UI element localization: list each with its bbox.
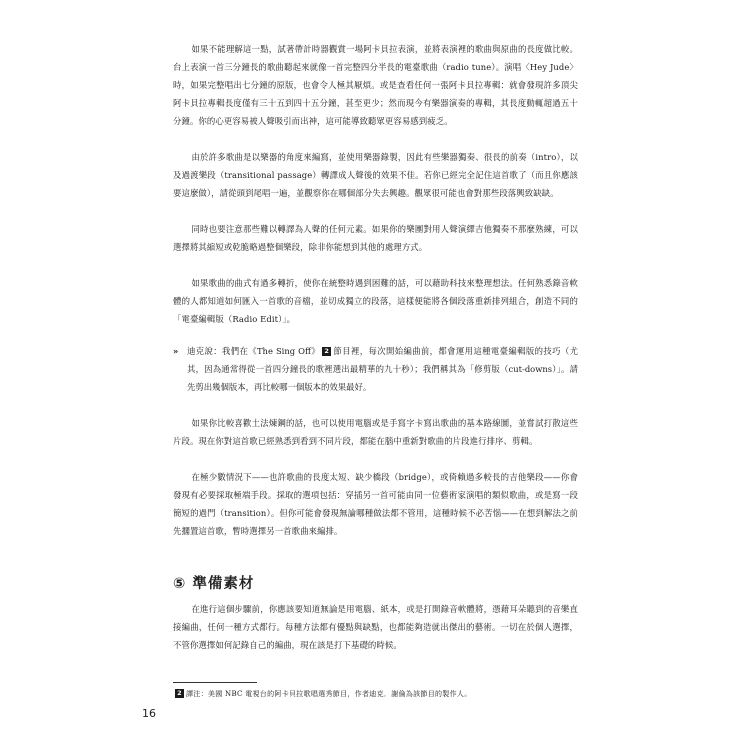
body-paragraph: 同時也要注意那些難以轉譯為人聲的任何元素。如果你的樂團對用人聲演繹吉他獨奏不那麼熟練，可以選擇將其縮短或乾脆略過整個樂段，除非你能想到其他的處理方式。 <box>173 224 578 252</box>
quote-text-start: 迪克說：我們在《The Sing Off》 <box>187 346 321 356</box>
footnote-text: 譯注：美國 NBC 電視台的阿卡貝拉歌唱選秀節目，作者迪克．謝倫為該節目的製作人。 <box>186 690 472 698</box>
body-paragraph: 如果你比較喜歡土法煉鋼的話，也可以使用電腦或是手寫字卡寫出歌曲的基本路線圖，並嘗試打散這些片段。現在你對這首歌已經熟悉到看到不同片段，都能在腦中重新對歌曲的片段進行排序、剪輯。 <box>173 418 578 446</box>
section-heading: ⑤ 準備素材 <box>173 576 255 592</box>
page-number: 16 <box>142 707 156 720</box>
quote-text-end: 節目裡，每次開始編曲前，都會運用這種電臺編輯版的技巧（尤其，因為通常得從一首四分鐘長的歌裡選出最精華的九十秒）；我們稱其為「修剪版（cut-downs）」。請先剪出幾個版本，再比較哪一個版本的效果最好。 <box>187 346 579 392</box>
footnote-divider <box>173 682 257 683</box>
body-paragraph: 在進行這個步驟前，你應該要知道無論是用電腦、紙本，或是打開錄音軟體將，憑藉耳朵聽到的音樂直接編曲，任何一種方式都行。每種方法都有優點與缺點，也都能夠造就出傑出的藝術。一切在於個人選擇，不管你選擇如何記錄自己的編曲，現在該是打下基礎的時候。 <box>173 604 578 650</box>
footnote-number: 2 <box>175 689 184 698</box>
footnote <box>173 688 578 700</box>
body-paragraph: 由於許多歌曲是以樂器的角度來編寫，並使用樂器錄製，因此有些樂器獨奏、很長的前奏（intro），以及過渡樂段（transitional passage）轉譯成人聲後的效果不佳。若你已經完全記住這首歌了（而且你應該要這麼做），請從頭到尾唱一遍，並觀察你在哪個部分失去興趣。觀眾很可能也會對那些段落興致缺缺。 <box>173 152 578 198</box>
dick-quote-block <box>173 342 578 396</box>
body-paragraph: 如果歌曲的曲式有過多轉折，使你在統整時遇到困難的話，可以藉助科技來整理想法。任何熟悉錄音軟體的人都知道如何匯入一首歌的音檔，並切成獨立的段落，這樣便能將各個段落重新排列組合，創造不同的「電臺編輯版（Radio Edit）」。 <box>173 278 578 324</box>
body-paragraph: 在極少數情況下——也許歌曲的長度太短、缺少橋段（bridge），或倚賴過多較長的吉他樂段——你會發現有必要採取極端手段。採取的選項包括：穿插另一首可能由同一位藝術家演唱的類似歌曲，或是寫一段簡短的過門（transition）。但你可能會發現無論哪種做法都不管用，這種時候不必苦惱——在想到解法之前先擱置這首歌，暫時選擇另一首歌曲來編排。 <box>173 472 578 536</box>
body-paragraph: 如果不能理解這一點，試著帶計時器觀賞一場阿卡貝拉表演，並將表演裡的歌曲與原曲的長度做比較。台上表演一首三分鐘長的歌曲聽起來就像一首完整四分半長的電臺歌曲（radio tune）。演唱〈Hey Jude〉時，如果完整唱出七分鐘的原版，也會令人極其厭煩。或是查看任何一張阿卡貝拉專輯：就會發現許多頂尖阿卡貝拉專輯長度僅有三十五到四十五分鐘，甚至更少；然而現今有樂器演奏的專輯，其長度動輒超過五十分鐘。你的心更容易被人聲吸引而出神，這可能導致聽眾更容易感到疲乏。 <box>173 44 578 126</box>
quote-marker: » <box>173 346 179 356</box>
footnote-reference: 2 <box>322 347 331 356</box>
